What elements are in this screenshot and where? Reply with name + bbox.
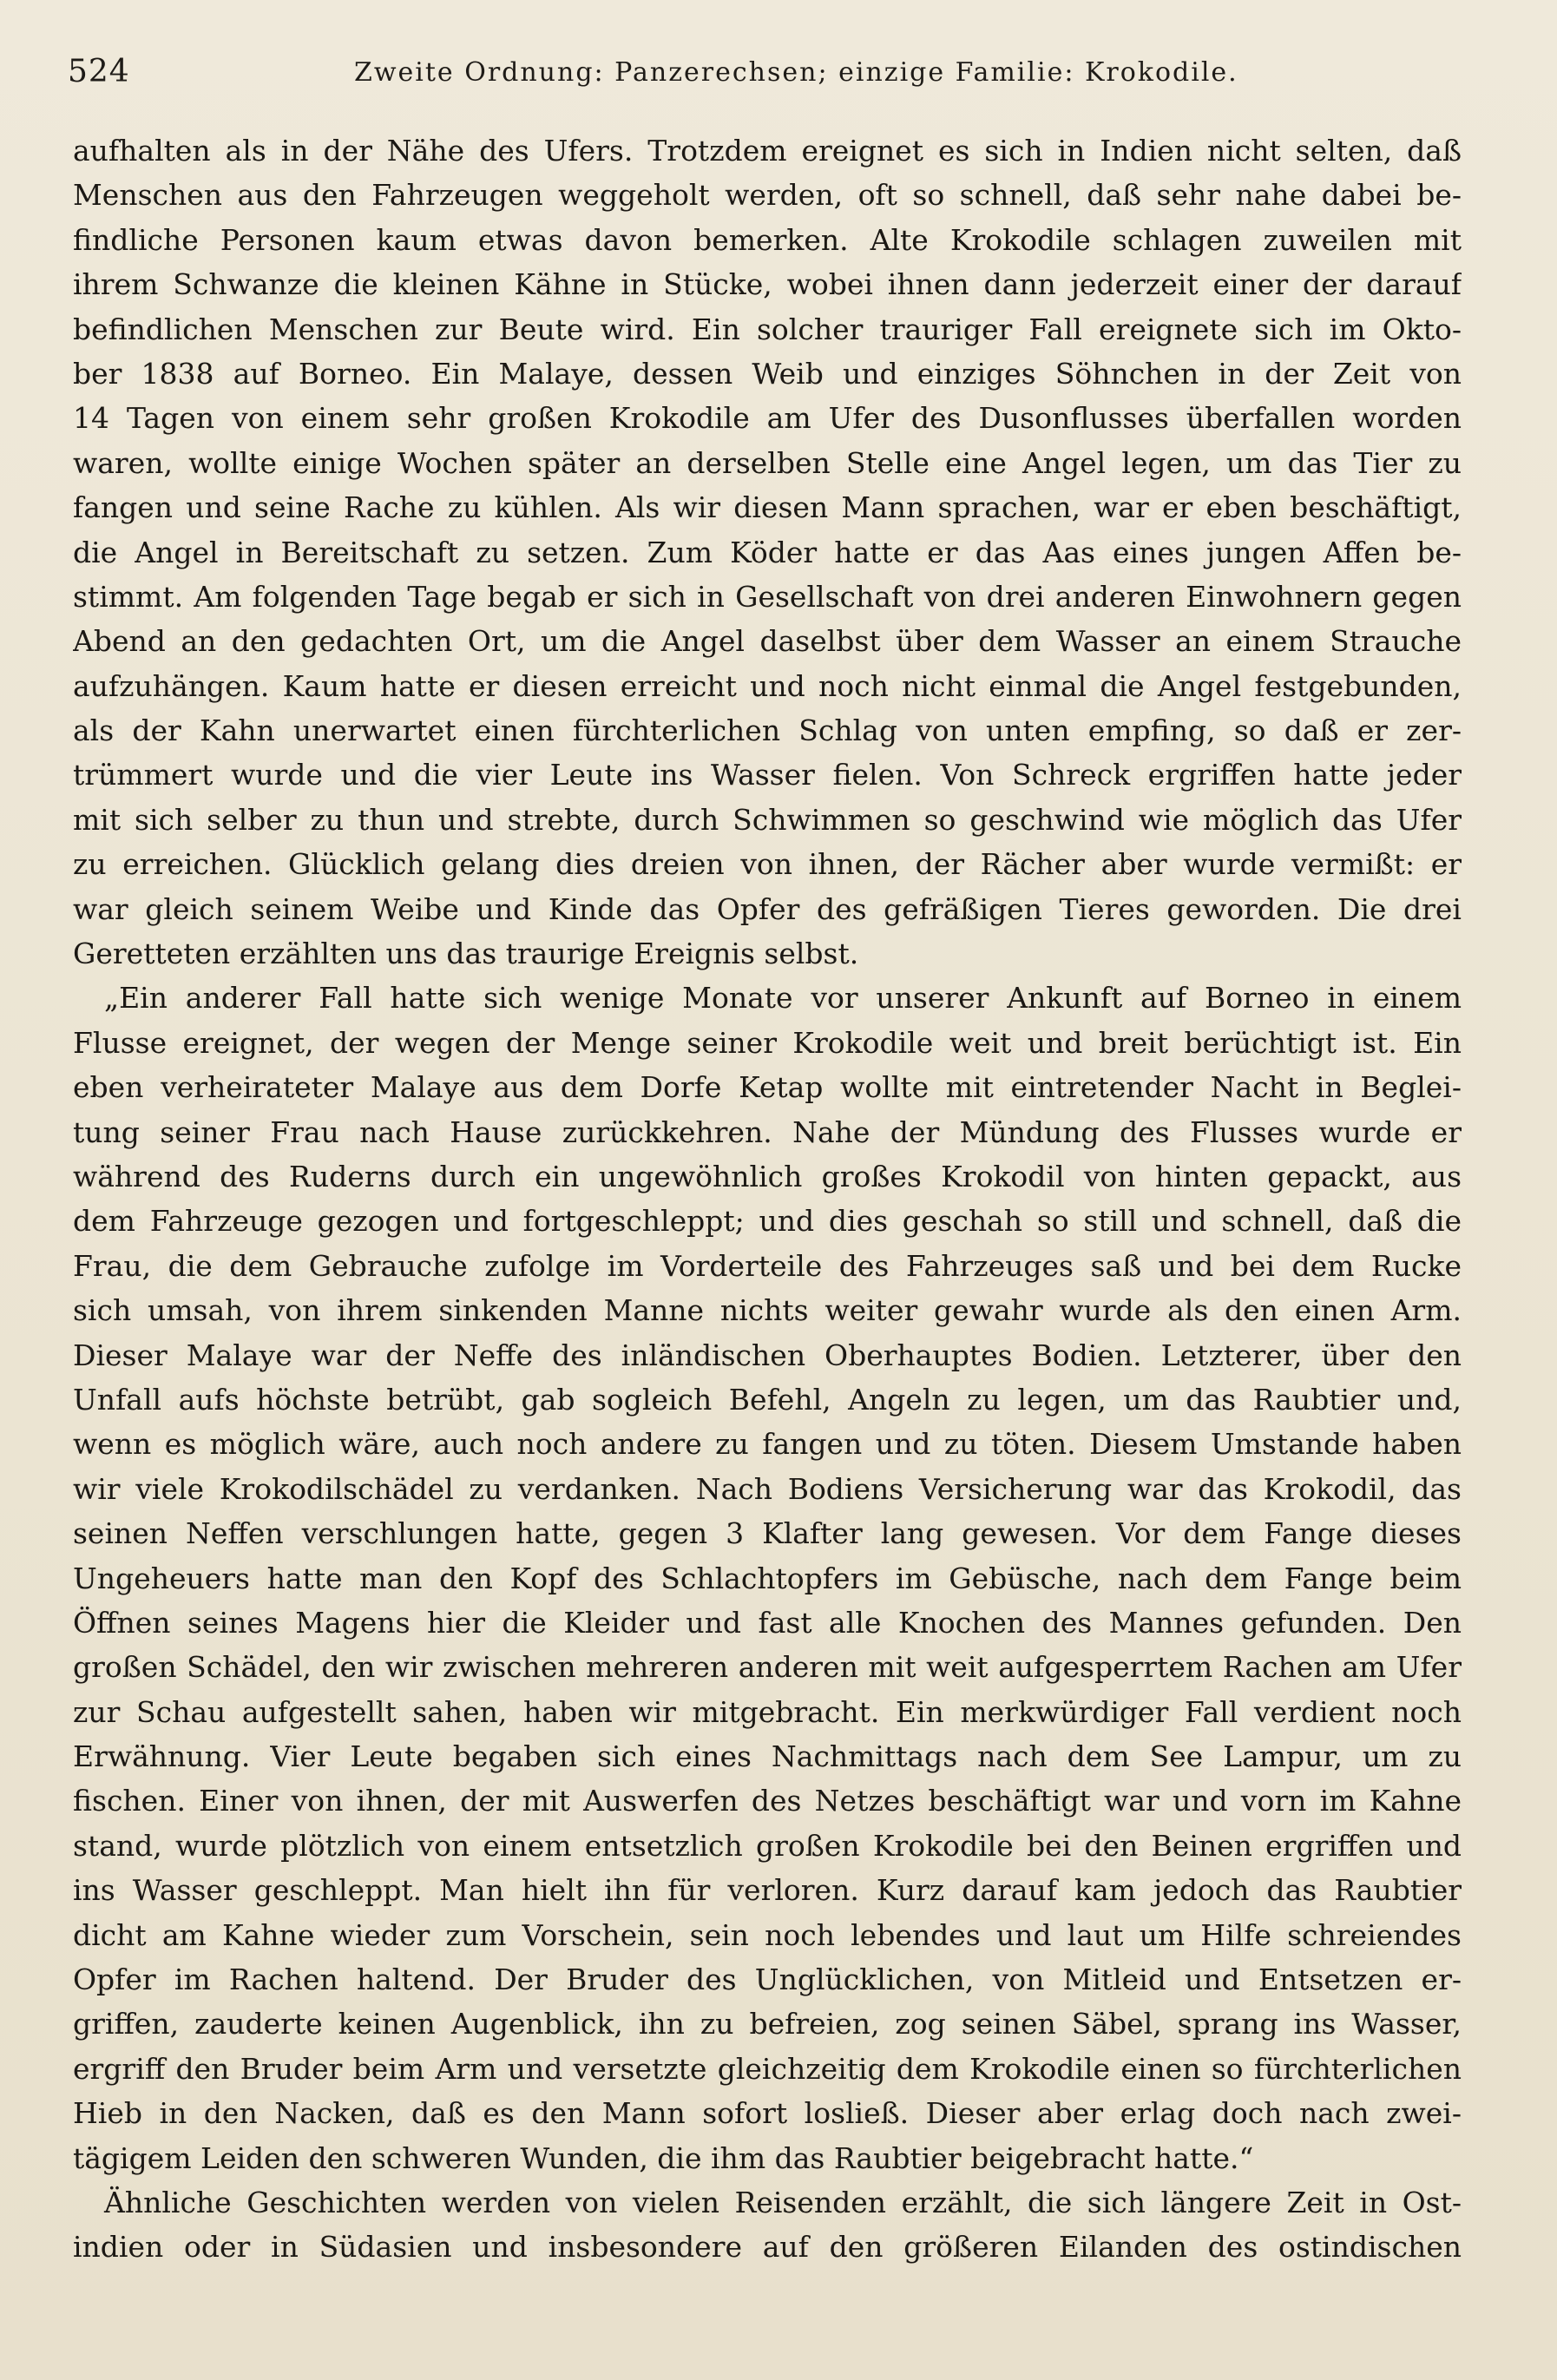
text-line: als der Kahn unerwartet einen fürchterlichen Schlag von unten empfing, so daß er zer-	[73, 713, 1462, 748]
paragraph	[73, 976, 1462, 2180]
text-line: ins Wasser geschleppt. Man hielt ihn für verloren. Kurz darauf kam jedoch das Raubtier	[73, 1873, 1462, 1908]
text-line: Abend an den gedachten Ort, um die Angel daselbst über dem Wasser an einem Strauche	[73, 624, 1462, 659]
text-line: „Ein anderer Fall hatte sich wenige Monate vor unserer Ankunft auf Borneo in einem	[104, 981, 1462, 1016]
text-line: Hieb in den Nacken, daß es den Mann sofort losließ. Dieser aber erlag doch nach zwei-	[73, 2096, 1462, 2131]
paragraph	[73, 128, 1462, 976]
text-line: waren, wollte einige Wochen später an derselben Stelle eine Angel legen, um das Tier zu	[73, 445, 1462, 480]
text-line: indien oder in Südasien und insbesondere auf den größeren Eilanden des ostindischen	[73, 2230, 1462, 2265]
text-line: fischen. Einer von ihnen, der mit Auswerfen des Netzes beschäftigt war und vorn im Kahne	[73, 1784, 1462, 1818]
text-line: Menschen aus den Fahrzeugen weggeholt werden, oft so schnell, daß sehr nahe dabei be-	[73, 178, 1462, 213]
text-line: trümmert wurde und die vier Leute ins Wasser fielen. Von Schreck ergriffen hatte jeder	[73, 758, 1462, 792]
page-header	[68, 50, 1491, 94]
text-line: Ungeheuers hatte man den Kopf des Schlachtopfers im Gebüsche, nach dem Fange beim	[73, 1561, 1462, 1595]
text-line: befindlichen Menschen zur Beute wird. Ein solcher trauriger Fall ereignete sich im Okto-	[73, 312, 1462, 346]
text-line: Öffnen seines Magens hier die Kleider und fast alle Knochen des Mannes gefunden. Den	[73, 1605, 1462, 1640]
text-line: mit sich selber zu thun und strebte, durch Schwimmen so geschwind wie möglich das Ufer	[73, 802, 1462, 837]
text-line: großen Schädel, den wir zwischen mehreren anderen mit weit aufgesperrtem Rachen am Ufer	[73, 1650, 1462, 1685]
text-line: aufhalten als in der Nähe des Ufers. Trotzdem ereignet es sich in Indien nicht selten, daß	[73, 134, 1462, 168]
text-line: 14 Tagen von einem sehr großen Krokodile am Ufer des Dusonflusses überfallen worden	[73, 401, 1462, 436]
text-line: aufzuhängen. Kaum hatte er diesen erreicht und noch nicht einmal die Angel festgebunden,	[73, 668, 1462, 703]
page-number: 524	[68, 54, 130, 89]
body-text	[73, 128, 1462, 2270]
text-line: griffen, zauderte keinen Augenblick, ihn zu befreien, zog seinen Säbel, sprang ins Wasser,	[73, 2007, 1462, 2041]
text-line: ergriff den Bruder beim Arm und versetzte gleichzeitig dem Krokodile einen so fürchterlichen	[73, 2051, 1462, 2086]
text-line: findliche Personen kaum etwas davon bemerken. Alte Krokodile schlagen zuweilen mit	[73, 222, 1462, 257]
text-line: seinen Neffen verschlungen hatte, gegen 3 Klafter lang gewesen. Vor dem Fange dieses	[73, 1516, 1462, 1551]
text-line: ihrem Schwanze die kleinen Kähne in Stücke, wobei ihnen dann jederzeit einer der darauf	[73, 267, 1462, 302]
text-line: Geretteten erzählten uns das traurige Ereignis selbst.	[73, 937, 859, 971]
text-line: während des Ruderns durch ein ungewöhnlich großes Krokodil von hinten gepackt, aus	[73, 1159, 1462, 1193]
text-line: Frau, die dem Gebrauche zufolge im Vorderteile des Fahrzeuges saß und bei dem Rucke	[73, 1248, 1462, 1283]
text-line: dem Fahrzeuge gezogen und fortgeschleppt; und dies geschah so still und schnell, daß die	[73, 1204, 1462, 1239]
text-line: tung seiner Frau nach Hause zurückkehren. Nahe der Mündung des Flusses wurde er	[73, 1114, 1462, 1149]
text-line: Ähnliche Geschichten werden von vielen Reisenden erzählt, die sich längere Zeit in Ost-	[104, 2185, 1462, 2219]
text-line: Erwähnung. Vier Leute begaben sich eines Nachmittags nach dem See Lampur, um zu	[73, 1739, 1462, 1774]
text-line: sich umsah, von ihrem sinkenden Manne nichts weiter gewahr wurde als den einen Arm.	[73, 1293, 1462, 1328]
text-line: eben verheirateter Malaye aus dem Dorfe Ketap wollte mit eintretender Nacht in Beglei-	[73, 1070, 1462, 1105]
text-line: wenn es möglich wäre, auch noch andere zu fangen und zu töten. Diesem Umstande haben	[73, 1427, 1462, 1462]
text-line: war gleich seinem Weibe und Kinde das Opfer des gefräßigen Tieres geworden. Die drei	[73, 891, 1462, 926]
text-line: tägigem Leiden den schweren Wunden, die ihm das Raubtier beigebracht hatte.“	[73, 2140, 1254, 2175]
text-line: Flusse ereignet, der wegen der Menge seiner Krokodile weit und breit berüchtigt ist. Ein	[73, 1025, 1462, 1060]
paragraph	[73, 2180, 1462, 2270]
text-line: ber 1838 auf Borneo. Ein Malaye, dessen Weib und einziges Söhnchen in der Zeit von	[73, 356, 1462, 391]
text-line: die Angel in Bereitschaft zu setzen. Zum Köder hatte er das Aas eines jungen Affen be-	[73, 535, 1462, 569]
text-line: zu erreichen. Glücklich gelang dies dreien von ihnen, der Rächer aber wurde vermißt: er	[73, 847, 1462, 882]
text-line: zur Schau aufgestellt sahen, haben wir mitgebracht. Ein merkwürdiger Fall verdient noch	[73, 1694, 1462, 1729]
text-line: Dieser Malaye war der Neffe des inländischen Oberhauptes Bodien. Letzterer, über den	[73, 1338, 1462, 1372]
text-line: dicht am Kahne wieder zum Vorschein, sein noch lebendes und laut um Hilfe schreiendes	[73, 1917, 1462, 1952]
text-line: fangen und seine Rache zu kühlen. Als wir diesen Mann sprachen, war er eben beschäftigt,	[73, 490, 1462, 525]
text-line: Opfer im Rachen haltend. Der Bruder des Unglücklichen, von Mitleid und Entsetzen er-	[73, 1963, 1462, 1997]
running-head: Zweite Ordnung: Panzerechsen; einzige Familie: Krokodile.	[354, 57, 1238, 88]
text-line: Unfall aufs höchste betrübt, gab sogleich Befehl, Angeln zu legen, um das Raubtier und,	[73, 1382, 1462, 1417]
text-line: stimmt. Am folgenden Tage begab er sich in Gesellschaft von drei anderen Einwohnern gegen	[73, 579, 1462, 614]
text-line: wir viele Krokodilschädel zu verdanken. Nach Bodiens Versicherung war das Krokodil, das	[73, 1471, 1462, 1506]
text-line: stand, wurde plötzlich von einem entsetzlich großen Krokodile bei den Beinen ergriffen und	[73, 1828, 1462, 1863]
